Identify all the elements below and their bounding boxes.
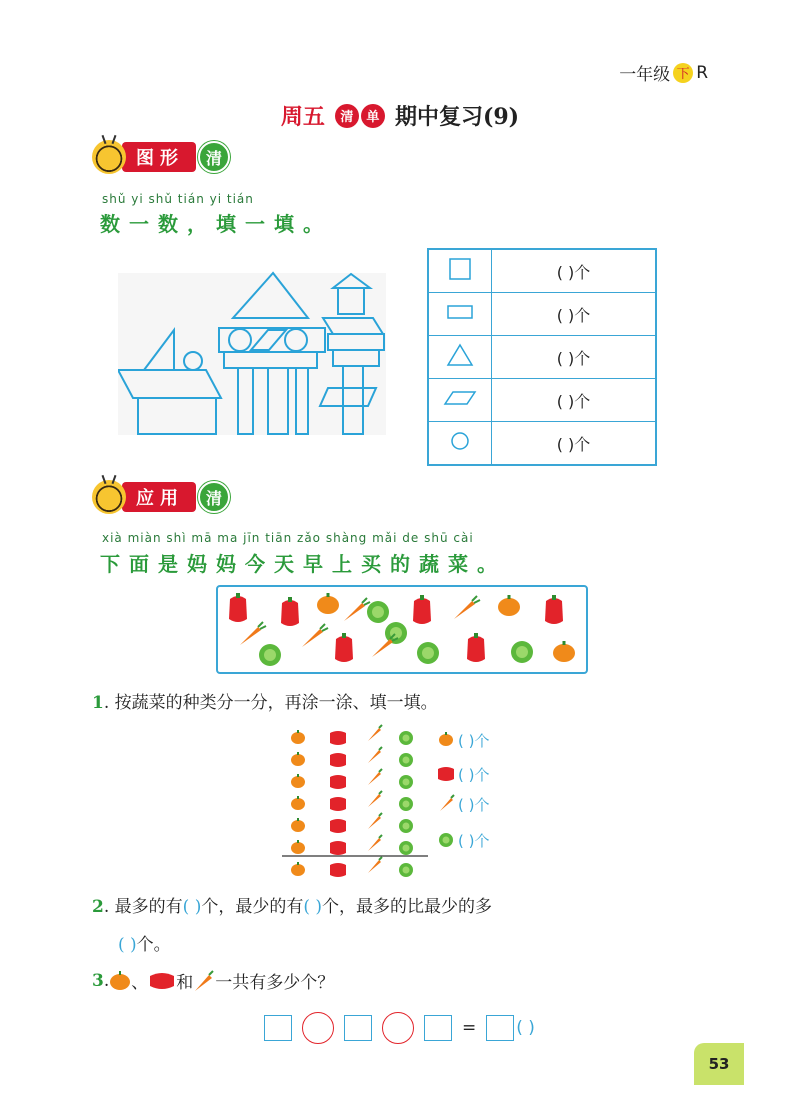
bee-icon (92, 480, 126, 514)
circle-icon (450, 431, 470, 451)
equation-box[interactable] (486, 1015, 514, 1041)
grade-label (619, 60, 708, 85)
question-1 (92, 688, 438, 713)
answer-blank[interactable]: ( )个 (492, 422, 657, 466)
pepper-icon (148, 971, 176, 991)
parallelogram-icon (443, 390, 477, 406)
grade-term-badge: 下 (673, 63, 693, 83)
unit-blank[interactable]: ( ) (516, 1018, 535, 1038)
rectangle-icon (447, 304, 473, 320)
qing-badge: 清 (198, 481, 230, 513)
question-3 (92, 968, 334, 993)
title-badge-char-1: 清 (335, 104, 359, 128)
question-number: 1 (92, 693, 104, 713)
pinyin-line: shǔ yi shǔ tián yi tián (102, 192, 254, 206)
equation-box[interactable] (424, 1015, 452, 1041)
tally-answer[interactable]: ( )个 (458, 796, 490, 814)
operator-circle[interactable] (382, 1012, 414, 1044)
question-text: 个，最多的比最少的多 (322, 897, 492, 917)
question-number: 2 (92, 897, 104, 917)
answer-blank[interactable]: ( ) (303, 897, 322, 917)
question-text: 个。 (136, 935, 171, 955)
operator-circle[interactable] (302, 1012, 334, 1044)
shape-composition-figure (118, 268, 388, 438)
question-text: 和 (176, 973, 194, 993)
question-2 (92, 892, 712, 917)
answer-blank[interactable]: ( )个 (492, 293, 657, 336)
section-label: 图形 (122, 142, 196, 172)
table-row (428, 379, 656, 422)
shape-count-table (427, 248, 657, 466)
question-text: . 按蔬菜的种类分一分，再涂一涂、填一填。 (103, 693, 438, 713)
equals-sign: = (462, 1018, 477, 1038)
table-row (428, 336, 656, 379)
grade-prefix: 一年级 (619, 65, 671, 85)
question-text: 个，最少的有 (201, 897, 304, 917)
equation-box[interactable] (264, 1015, 292, 1041)
question-2-cont (118, 930, 171, 955)
qing-badge: 清 (198, 141, 230, 173)
answer-blank[interactable]: ( ) (118, 935, 137, 955)
tally-answer[interactable]: ( )个 (458, 832, 490, 850)
tally-icons (282, 725, 454, 877)
vegetables-illustration (218, 587, 586, 672)
prompt-text: 数一数，填一填。 (100, 212, 332, 236)
question-text: . (103, 970, 110, 991)
page-number: 53 (694, 1043, 744, 1085)
table-row (428, 249, 656, 293)
section-header-application (92, 480, 230, 514)
square-icon (448, 257, 472, 281)
answer-blank[interactable]: ( )个 (492, 336, 657, 379)
tally-answer[interactable]: ( )个 (458, 732, 490, 750)
section-label: 应用 (122, 482, 196, 512)
title-badge (335, 104, 385, 128)
page-title (0, 100, 800, 131)
grade-suffix: R (696, 62, 708, 83)
pumpkin-icon (109, 971, 131, 991)
answer-blank[interactable]: ( )个 (492, 379, 657, 422)
title-day: 周五 (280, 104, 325, 130)
separator: 、 (131, 973, 149, 993)
carrot-icon (193, 970, 215, 992)
question-number: 3 (92, 970, 104, 991)
triangle-icon (446, 343, 474, 367)
answer-blank[interactable]: ( )个 (492, 249, 657, 293)
section-header-shapes (92, 140, 230, 174)
title-topic: 期中复习(9) (394, 104, 520, 130)
equation-box[interactable] (344, 1015, 372, 1041)
tally-answer[interactable]: ( )个 (458, 766, 490, 784)
table-row (428, 422, 656, 466)
bee-icon (92, 140, 126, 174)
equation-row (264, 1012, 535, 1044)
question-text: . 最多的有 (103, 897, 183, 917)
pinyin-line: xià miàn shì mā ma jīn tiān zǎo shàng mǎi de shū cài (102, 531, 474, 545)
vegetable-tally-chart (282, 722, 542, 882)
question-text: 一共有多少个？ (215, 973, 335, 993)
title-badge-char-2: 单 (361, 104, 385, 128)
vegetable-picture-box (216, 585, 588, 674)
answer-blank[interactable]: ( ) (182, 897, 202, 917)
prompt-text: 下面是妈妈今天早上买的蔬菜。 (100, 552, 506, 576)
table-row (428, 293, 656, 336)
